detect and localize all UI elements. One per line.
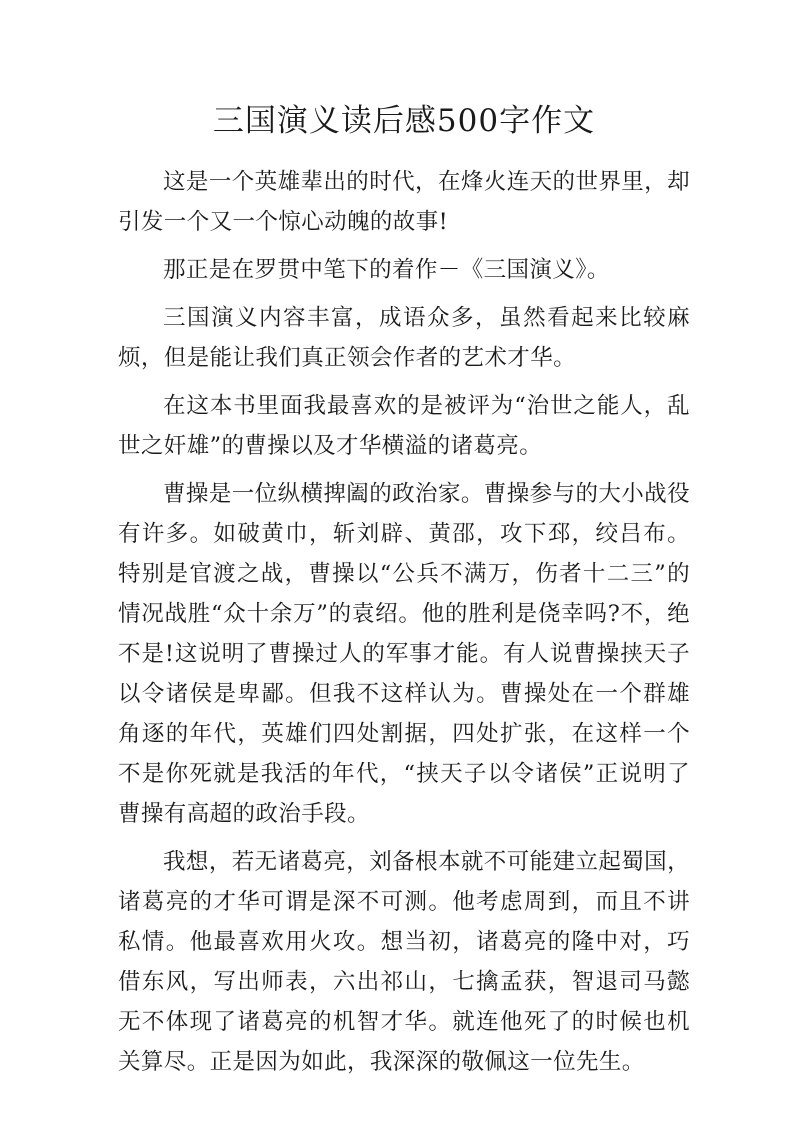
document-title: 三国演义读后感500字作文 [212, 103, 596, 139]
paragraph: 这是一个英雄辈出的时代，在烽火连天的世界里，却引发一个又一个惊心动魄的故事! [118, 169, 690, 235]
paragraph: 那正是在罗贯中笔下的着作－《三国演义》。 [163, 257, 610, 283]
document-body [118, 162, 690, 1082]
paragraph: 三国演义内容丰富，成语众多，虽然看起来比较麻烦，但是能让我们真正领会作者的艺术才华。 [118, 305, 690, 371]
paragraph: 曹操是一位纵横捭阖的政治家。曹操参与的大小战役有许多。如破黄巾，斩刘辟、黄邵，攻下邳，绞吕布。特别是官渡之战，曹操以“公兵不满万，伤者十二三”的情况战胜“众十余万”的袁绍。他的胜利是侥幸吗?不，绝不是!这说明了曹操过人的军事才能。有人说曹操挟天子以令诸侯是卑鄙。但我不这样认为。曹操处在一个群雄角逐的年代，英雄们四处割据，四处扩张，在这样一个不是你死就是我活的年代，“挟天子以令诸侯”正说明了曹操有高超的政治手段。 [118, 481, 690, 827]
paragraph: 在这本书里面我最喜欢的是被评为“治世之能人，乱世之奸雄”的曹操以及才华横溢的诸葛亮。 [118, 393, 690, 459]
paragraph: 我想，若无诸葛亮，刘备根本就不可能建立起蜀国，诸葛亮的才华可谓是深不可测。他考虑周到，而且不讲私情。他最喜欢用火攻。想当初，诸葛亮的隆中对，巧借东风，写出师表，六出祁山，七擒孟获，智退司马懿无不体现了诸葛亮的机智才华。就连他死了的时候也机关算尽。正是因为如此，我深深的敬佩这一位先生。 [118, 849, 690, 1075]
